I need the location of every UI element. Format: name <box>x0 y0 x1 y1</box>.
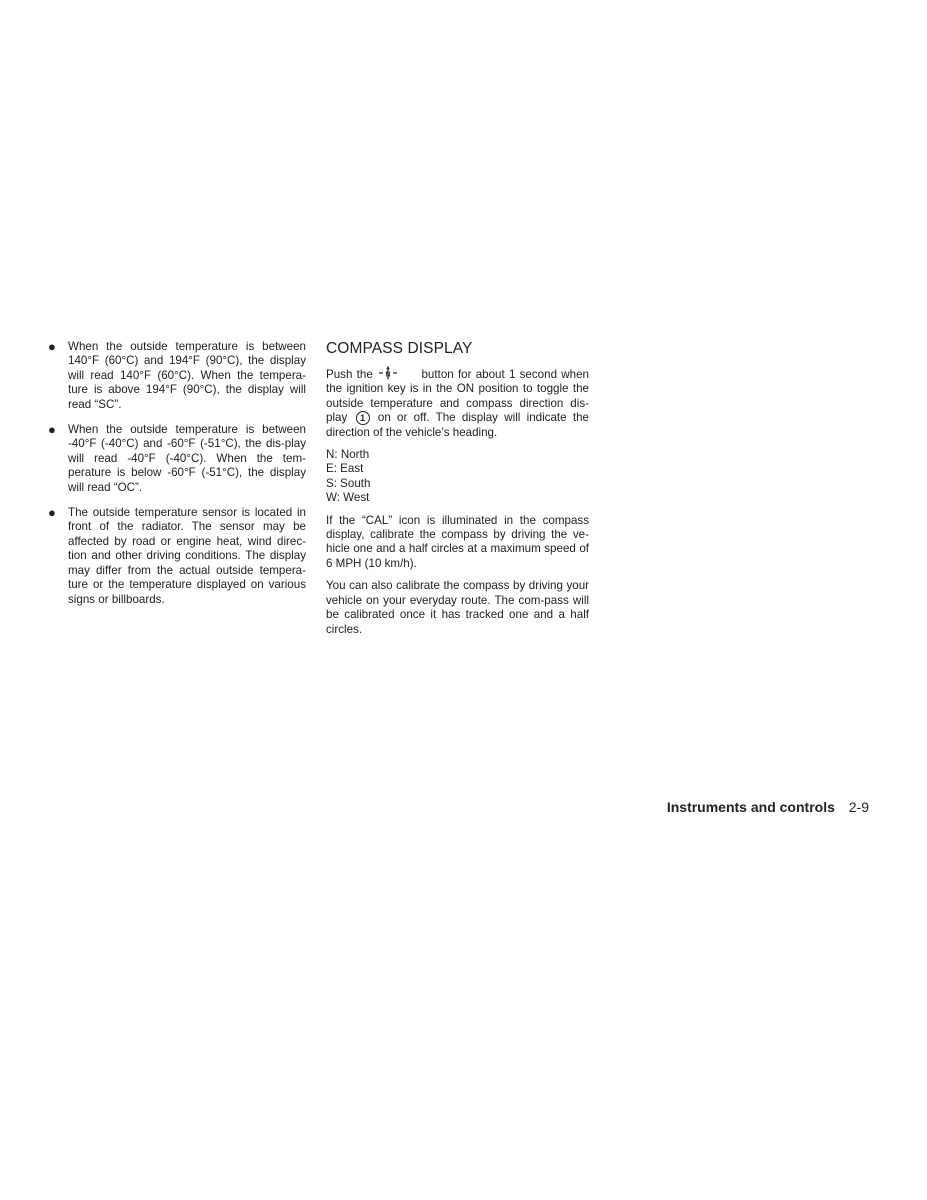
bullet-icon: ● <box>48 505 56 521</box>
direction-list <box>326 448 589 506</box>
direction-east: E: East <box>326 462 364 476</box>
section-title: COMPASS DISPLAY <box>326 340 473 357</box>
left-column <box>48 340 306 618</box>
bullet-text: The outside temperature sensor is located in front of the radiator. The sensor may be affected by road or engine heat, wind direc-tion and other driving conditions. The display may differ from the actual outside tempera-ture or the temperature displayed on various signs or billboards. <box>68 506 306 606</box>
page-footer <box>667 798 869 816</box>
svg-text:N: N <box>385 371 391 379</box>
footer-section-title: Instruments and controls <box>666 799 835 815</box>
callout-number-icon: 1 <box>356 411 370 425</box>
bullet-icon: ● <box>48 339 56 354</box>
push-button-paragraph <box>326 366 589 440</box>
bullet-icon: ● <box>48 422 56 438</box>
direction-south: S: South <box>326 476 371 490</box>
direction-north: N: North <box>326 448 370 462</box>
bullet-item-high-temp <box>48 340 306 412</box>
bullet-text: When the outside temperature is between 140°F (60°C) and 194°F (90°C), the display will read 140°F (60°C). When the tempera-ture is above 194°F (90°C), the display will read “SC”. <box>68 340 306 411</box>
right-column <box>326 340 589 645</box>
push-text-after: button for about 1 second when the ignition key is in the ON position to toggle the outside temperature and compass direction dis-play <box>326 368 589 425</box>
compass-button-icon <box>378 366 398 380</box>
calibration-paragraph: If the “CAL” icon is illuminated in the compass display, calibrate the compass by driving the ve-hicle one and a half circles at a maximum speed of 6 MPH (10 km/h). <box>326 513 589 570</box>
route-calibration-paragraph: You can also calibrate the compass by driving your vehicle on your everyday route. The com-pass will be calibrated once it has tracked one and a half circles. <box>326 579 589 636</box>
bullet-item-low-temp <box>48 423 306 495</box>
page-number: 2-9 <box>848 799 869 815</box>
push-text-before: Push the <box>326 368 373 381</box>
bullet-text: When the outside temperature is between -40°F (-40°C) and -60°F (-51°C), the dis-play will read -40°F (-40°C). When the tem-perature is below -60°F (-51°C), the display will read “OC”. <box>68 423 306 494</box>
direction-west: W: West <box>326 491 370 505</box>
push-text-end: on or off. The display will indicate the direction of the vehicle’s heading. <box>326 411 589 439</box>
bullet-item-sensor <box>48 506 306 607</box>
